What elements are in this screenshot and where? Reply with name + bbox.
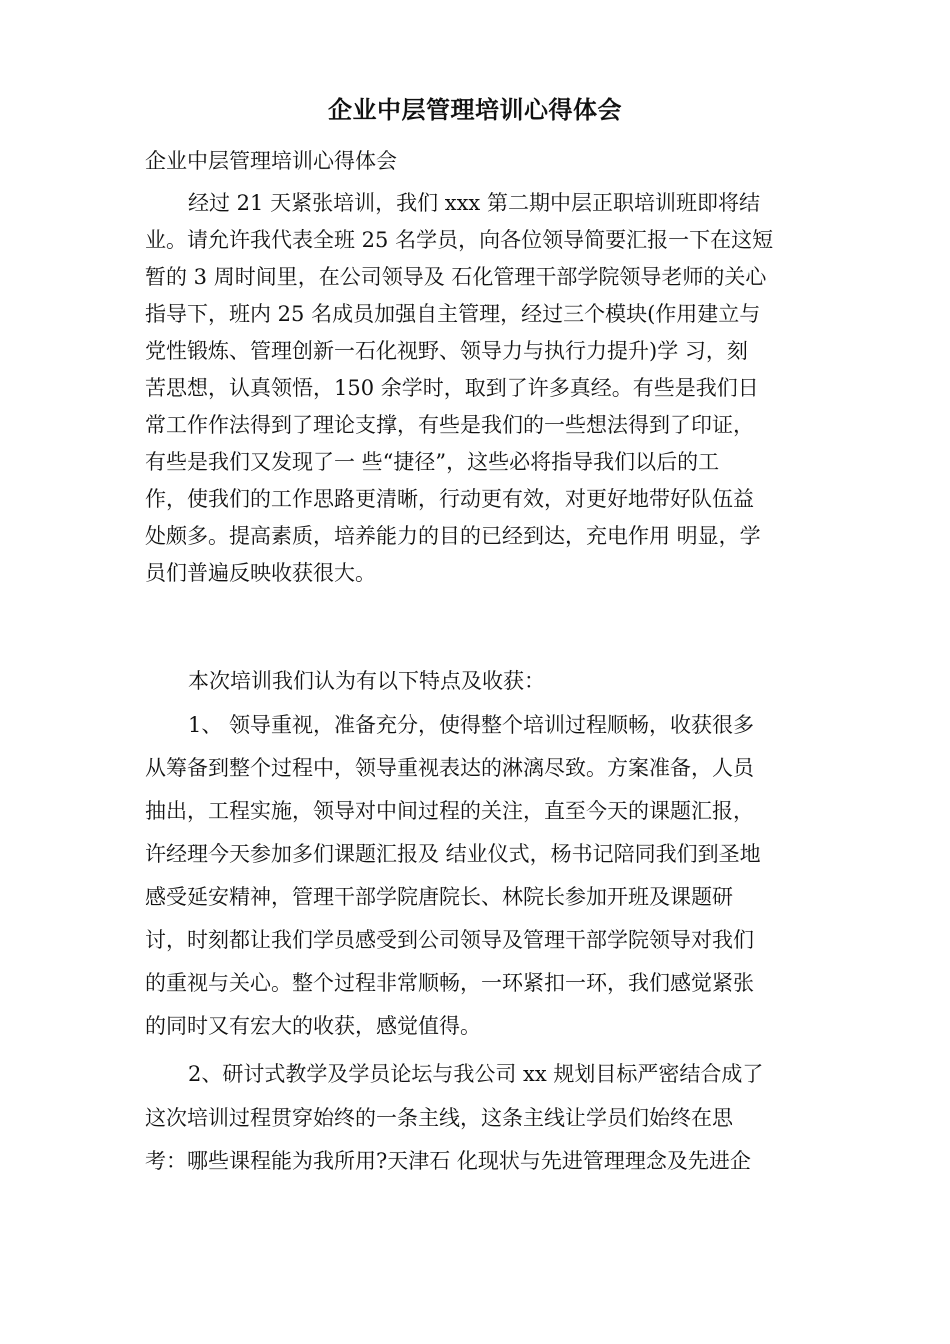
document-subtitle: 企业中层管理培训心得体会	[145, 149, 397, 173]
paragraph-line: 暂的 3 周时间里，在公司领导及 石化管理干部学院领导老师的关心	[145, 265, 767, 289]
paragraph-line: 从筹备到整个过程中，领导重视表达的淋漓尽致。方案准备，人员	[145, 756, 754, 780]
paragraph-line: 有些是我们又发现了一 些“捷径”，这些必将指导我们以后的工	[145, 450, 720, 474]
paragraph-line: 常工作作法得到了理论支撑，有些是我们的一些想法得到了印证，	[145, 413, 754, 437]
paragraph-line: 本次培训我们认为有以下特点及收获：	[188, 669, 545, 693]
paragraph-line: 苦思想，认真领悟，150 余学时，取到了许多真经。有些是我们日	[145, 376, 759, 400]
paragraph-line: 的重视与关心。整个过程非常顺畅，一环紧扣一环，我们感觉紧张	[145, 971, 754, 995]
paragraph-line: 2、研讨式教学及学员论坛与我公司 xx 规划目标严密结合成了	[188, 1062, 764, 1086]
paragraph-line: 这次培训过程贯穿始终的一条主线，这条主线让学员们始终在思	[145, 1106, 733, 1130]
paragraph-line: 作，使我们的工作思路更清晰，行动更有效，对更好地带好队伍益	[145, 487, 754, 511]
paragraph-line: 的同时又有宏大的收获，感觉值得。	[145, 1014, 481, 1038]
paragraph-line: 讨，时刻都让我们学员感受到公司领导及管理干部学院领导对我们	[145, 928, 754, 952]
paragraph-line: 1、 领导重视，准备充分，使得整个培训过程顺畅，收获很多	[188, 713, 755, 737]
paragraph-line: 业。请允许我代表全班 25 名学员，向各位领导简要汇报一下在这短	[145, 228, 774, 252]
paragraph-line: 经过 21 天紧张培训，我们 xxx 第二期中层正职培训班即将结	[188, 191, 760, 215]
paragraph-line: 考：哪些课程能为我所用?天津石 化现状与先进管理理念及先进企	[145, 1149, 751, 1173]
paragraph-line: 许经理今天参加多们课题汇报及 结业仪式，杨书记陪同我们到圣地	[145, 842, 761, 866]
paragraph-line: 党性锻炼、管理创新一石化视野、领导力与执行力提升)学 习，刻	[145, 339, 748, 363]
paragraph-line: 指导下，班内 25 名成员加强自主管理，经过三个模块(作用建立与	[145, 302, 761, 326]
page-title: 企业中层管理培训心得体会	[328, 96, 622, 124]
paragraph-line: 处颇多。提高素质，培养能力的目的已经到达，充电作用 明显，学	[145, 524, 761, 548]
paragraph-line: 抽出，工程实施，领导对中间过程的关注，直至今天的课题汇报，	[145, 799, 754, 823]
paragraph-line: 感受延安精神，管理干部学院唐院长、林院长参加开班及课题研	[145, 885, 733, 909]
paragraph-line: 员们普遍反映收获很大。	[145, 561, 376, 585]
